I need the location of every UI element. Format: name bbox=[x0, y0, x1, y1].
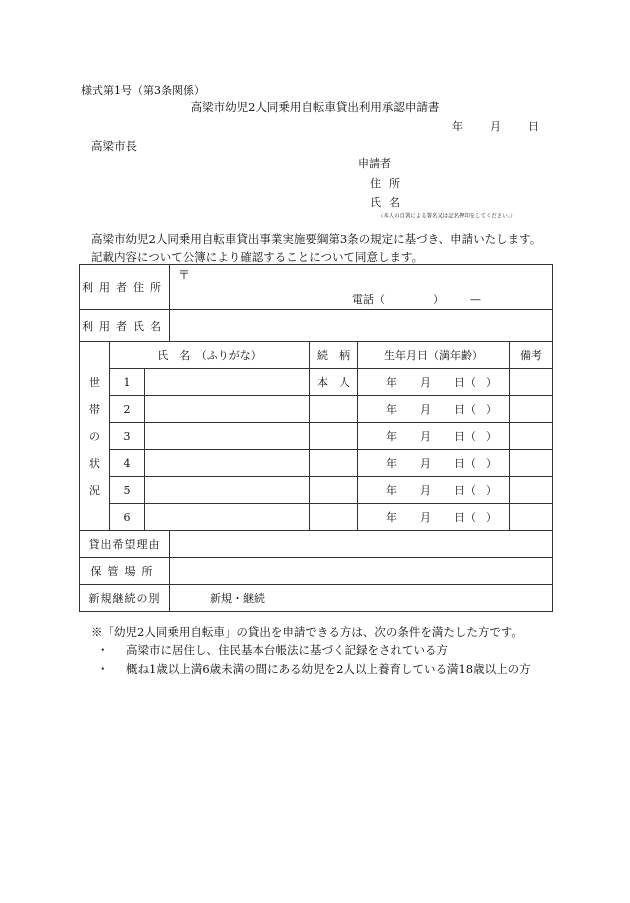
notes-heading: ※「幼児2人同乗用自転車」の貸出を申請できる方は、次の条件を満たした方です。 bbox=[91, 625, 523, 639]
household-char-5: 況 bbox=[89, 483, 100, 497]
postal-mark: 〒 bbox=[178, 268, 191, 282]
member-name-field[interactable] bbox=[145, 423, 310, 450]
user-name-label: 利用者氏名 bbox=[80, 310, 170, 342]
household-char-3: の bbox=[89, 429, 100, 443]
phone-label: 電話（ bbox=[352, 293, 386, 306]
household-header-row bbox=[80, 342, 553, 369]
member-relation-field[interactable] bbox=[310, 450, 358, 477]
notes-item-2: 概ね1歳以上満6歳未満の間にある幼児を2人以上養育している満18歳以上の方 bbox=[126, 662, 531, 676]
member-dob-field[interactable]: 年 月 日（ ） bbox=[358, 423, 510, 450]
member-note-field[interactable] bbox=[510, 504, 553, 531]
household-row bbox=[80, 423, 553, 450]
user-address-label: 利用者住所 bbox=[80, 265, 170, 310]
signature-note: （本人の自署による署名又は記名押印をしてください。） bbox=[378, 212, 516, 220]
notes-bullet-1: ・ bbox=[97, 643, 109, 657]
member-name-field[interactable] bbox=[145, 477, 310, 504]
row-number: 1 bbox=[110, 369, 145, 396]
intro-line-2: 記載内容について公簿により確認することについて同意します。 bbox=[91, 250, 424, 264]
intro-line-1: 高梁市幼児2人同乗用自転車貸出事業実施要綱第3条の規定に基づき、申請いたします。 bbox=[91, 232, 542, 246]
member-note-field[interactable] bbox=[510, 477, 553, 504]
reason-row bbox=[80, 531, 553, 558]
member-relation-field[interactable]: 本 人 bbox=[310, 369, 358, 396]
household-row bbox=[80, 477, 553, 504]
form-title: 高梁市幼児2人同乗用自転車貸出利用承認申請書 bbox=[190, 100, 440, 114]
member-dob-field[interactable]: 年 月 日（ ） bbox=[358, 477, 510, 504]
type-row bbox=[80, 585, 553, 612]
household-row bbox=[80, 450, 553, 477]
member-name-field[interactable] bbox=[145, 450, 310, 477]
phone-close: ） bbox=[433, 293, 445, 306]
col-relation-header: 続 柄 bbox=[310, 342, 358, 369]
row-number: 6 bbox=[110, 504, 145, 531]
storage-row bbox=[80, 558, 553, 585]
household-row bbox=[80, 504, 553, 531]
member-dob-field[interactable]: 年 月 日（ ） bbox=[358, 504, 510, 531]
household-row bbox=[80, 396, 553, 423]
type-field[interactable] bbox=[170, 585, 553, 612]
date-day: 日 bbox=[528, 120, 539, 133]
addressee: 高梁市長 bbox=[91, 139, 137, 153]
storage-field[interactable] bbox=[170, 558, 553, 585]
user-name-row bbox=[80, 310, 553, 342]
application-table bbox=[79, 264, 553, 612]
member-name-field[interactable] bbox=[145, 504, 310, 531]
date-line bbox=[452, 118, 539, 134]
member-dob-field[interactable]: 年 月 日（ ） bbox=[358, 450, 510, 477]
household-char-1: 世 bbox=[89, 375, 100, 389]
notes-item-1: 高梁市に居住し、住民基本台帳法に基づく記録をされている方 bbox=[126, 643, 448, 657]
member-note-field[interactable] bbox=[510, 369, 553, 396]
member-name-field[interactable] bbox=[145, 369, 310, 396]
col-dob-header: 生年月日（満年齢） bbox=[358, 342, 510, 369]
member-note-field[interactable] bbox=[510, 423, 553, 450]
reason-label: 貸出希望理由 bbox=[80, 531, 170, 558]
col-note-header: 備考 bbox=[510, 342, 553, 369]
row-number: 3 bbox=[110, 423, 145, 450]
row-number: 4 bbox=[110, 450, 145, 477]
member-dob-field[interactable]: 年 月 日（ ） bbox=[358, 369, 510, 396]
member-note-field[interactable] bbox=[510, 450, 553, 477]
row-number: 5 bbox=[110, 477, 145, 504]
type-value[interactable]: 新規・継続 bbox=[210, 592, 266, 605]
phone-dash: — bbox=[470, 293, 482, 306]
date-year: 年 bbox=[452, 120, 463, 133]
user-name-field[interactable] bbox=[170, 310, 553, 342]
household-row bbox=[80, 369, 553, 396]
member-relation-field[interactable] bbox=[310, 477, 358, 504]
date-month: 月 bbox=[490, 120, 501, 133]
member-relation-field[interactable] bbox=[310, 504, 358, 531]
applicant-name-label: 氏名 bbox=[370, 196, 408, 209]
form-number: 様式第1号（第3条関係） bbox=[81, 84, 205, 97]
notes-bullet-2: ・ bbox=[97, 662, 109, 676]
storage-label: 保管場所 bbox=[80, 558, 170, 585]
member-name-field[interactable] bbox=[145, 396, 310, 423]
user-address-row bbox=[80, 265, 553, 310]
member-dob-field[interactable]: 年 月 日（ ） bbox=[358, 396, 510, 423]
reason-field[interactable] bbox=[170, 531, 553, 558]
applicant-address-label: 住所 bbox=[370, 177, 408, 190]
col-name-header: 氏 名 （ふりがな） bbox=[110, 342, 310, 369]
household-char-4: 状 bbox=[89, 456, 100, 470]
applicant-heading: 申請者 bbox=[358, 157, 391, 170]
member-note-field[interactable] bbox=[510, 396, 553, 423]
type-label: 新規継続の別 bbox=[80, 585, 170, 612]
household-char-2: 帯 bbox=[89, 402, 100, 416]
row-number: 2 bbox=[110, 396, 145, 423]
member-relation-field[interactable] bbox=[310, 396, 358, 423]
member-relation-field[interactable] bbox=[310, 423, 358, 450]
user-address-field[interactable] bbox=[170, 265, 553, 310]
phone-line bbox=[352, 291, 481, 307]
household-label bbox=[80, 342, 110, 531]
